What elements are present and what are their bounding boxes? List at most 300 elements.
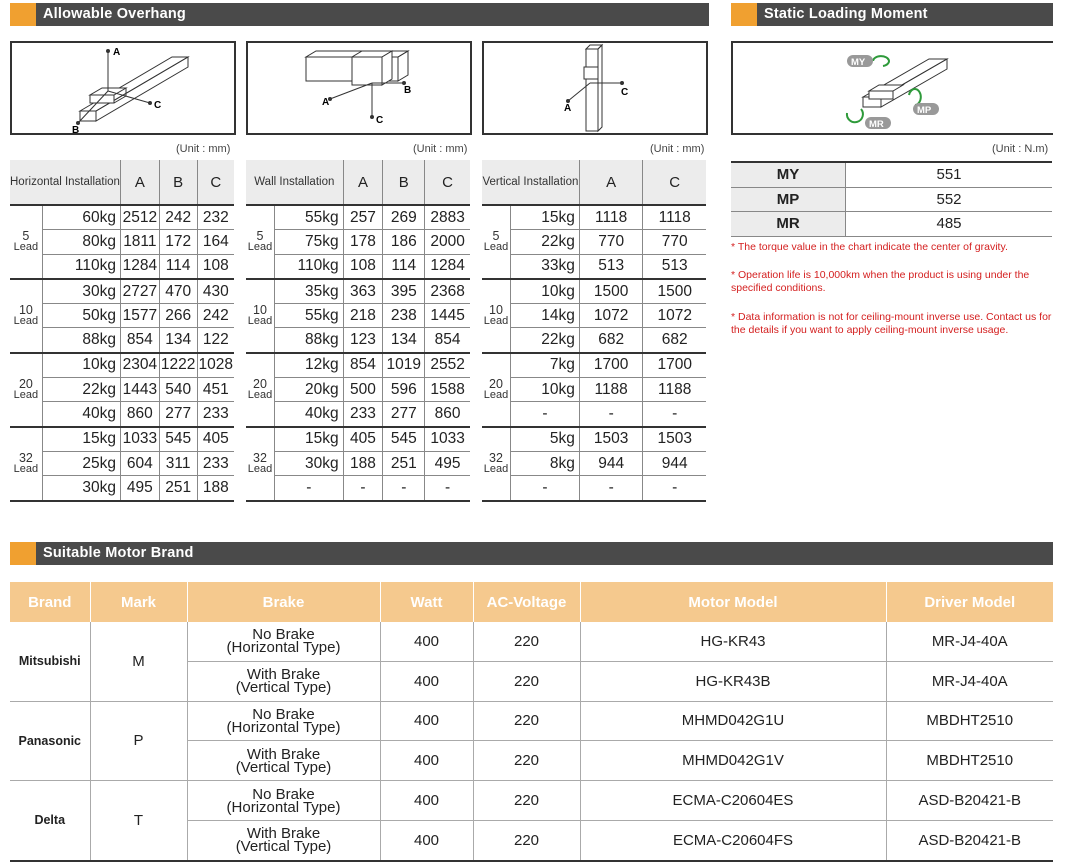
load-cell: 33kg [510,254,579,279]
watt-cell: 400 [380,781,473,821]
motor-cell: ECMA-C20604ES [580,781,886,821]
header-ac-voltage: AC-Voltage [473,582,580,622]
lead-label: Lead [247,388,273,401]
load-cell: 20kg [274,378,343,402]
value-cell: - [383,476,425,501]
load-cell: 8kg [510,451,579,475]
value-cell: 114 [383,254,425,279]
value-cell: 2304 [120,353,159,378]
brake-type: With Brake [246,666,321,684]
mark-cell: P [90,701,187,781]
overhang-row [246,230,470,254]
lead-value: 20 [18,376,33,391]
overhang-header-row [246,160,470,205]
unit-label-vertical: (Unit : mm) [650,143,705,155]
value-cell: 164 [197,230,234,254]
load-cell: 75kg [274,230,343,254]
volt-cell: 220 [473,622,580,661]
overhang-row [246,402,470,427]
load-cell: 10kg [42,353,120,378]
load-cell: 110kg [42,254,120,279]
label-b: B [404,85,412,96]
header-brand: Brand [10,582,90,622]
value-cell: 470 [159,279,197,304]
value-cell: 770 [643,230,706,254]
value-cell: 860 [425,402,470,427]
volt-cell: 220 [473,781,580,821]
motor-row [10,622,1053,661]
label-c: C [154,100,162,111]
watt-cell: 400 [380,820,473,860]
value-cell: 495 [120,476,159,501]
overhang-row [482,304,706,328]
horizontal-overhang-table [10,160,234,502]
load-cell: 30kg [42,476,120,501]
lead-cell [10,205,42,279]
overhang-row [482,378,706,402]
overhang-row [10,378,234,402]
load-cell: 15kg [274,427,343,452]
value-cell: 122 [197,328,234,353]
header-motor-model: Motor Model [580,582,886,622]
overhang-section-bar [10,3,709,26]
value-cell: 2000 [425,230,470,254]
value-cell: 1222 [159,353,197,378]
section-accent [10,542,36,565]
overhang-row [246,328,470,353]
overhang-row [246,476,470,501]
brake-cell [187,741,380,781]
overhang-header-row [10,160,234,205]
driver-cell: ASD-B20421-B [886,820,1053,860]
brake-cell [187,622,380,661]
value-cell: 257 [343,205,383,230]
value-cell: 1118 [643,205,706,230]
label-b: B [72,125,80,133]
lead-value: 32 [489,450,503,465]
load-cell: 25kg [42,451,120,475]
value-cell: 430 [197,279,234,304]
value-cell: 1443 [120,378,159,402]
brand-cell: Panasonic [10,701,90,781]
header-mark: Mark [90,582,187,622]
overhang-row [482,254,706,279]
value-cell: 233 [343,402,383,427]
overhang-row [246,205,470,230]
lead-label: Lead [13,462,39,475]
value-cell: 513 [579,254,643,279]
overhang-row [482,427,706,452]
column-header: C [425,160,470,205]
overhang-row [10,402,234,427]
lead-value: 5 [22,228,30,243]
lead-label: Lead [247,240,273,253]
label-a: A [322,97,330,108]
value-cell: 242 [159,205,197,230]
value-cell: 451 [197,378,234,402]
overhang-row [246,451,470,475]
static-section-title: Static Loading Moment [764,6,928,22]
load-cell: 88kg [274,328,343,353]
overhang-row [482,476,706,501]
motor-cell: HG-KR43B [580,661,886,701]
wall-diagram [246,41,472,135]
motor-brand-table [10,582,1053,862]
overhang-row [10,328,234,353]
overhang-row [246,304,470,328]
moment-row [731,187,1052,212]
value-cell: 218 [343,304,383,328]
load-cell: 30kg [274,451,343,475]
value-cell: 1700 [643,353,706,378]
load-cell: 110kg [274,254,343,279]
horizontal-diagram [10,41,236,135]
label-a: A [113,47,121,58]
unit-label-static: (Unit : N.m) [992,143,1049,155]
value-cell: 233 [197,451,234,475]
value-cell: 178 [343,230,383,254]
value-cell: 2883 [425,205,470,230]
header-brake: Brake [187,582,380,622]
load-cell: 40kg [274,402,343,427]
value-cell: 854 [343,353,383,378]
motor-cell: MHMD042G1V [580,741,886,781]
load-cell: 14kg [510,304,579,328]
value-cell: 114 [159,254,197,279]
overhang-row [482,230,706,254]
volt-cell: 220 [473,701,580,741]
overhang-row [246,279,470,304]
value-cell: 186 [383,230,425,254]
vertical-diagram [482,41,708,135]
value-cell: 1188 [643,378,706,402]
value-cell: 1028 [197,353,234,378]
brake-type: With Brake [246,825,321,843]
overhang-row [246,378,470,402]
moment-row [731,162,1052,187]
note-torque: * The torque value in the chart indicate the center of gravity. [731,241,1008,253]
load-cell: 10kg [510,378,579,402]
moment-value: 552 [846,187,1053,212]
wall-rail-drawing [248,43,470,133]
column-header: A [120,160,159,205]
static-moment-diagram [731,41,1053,135]
watt-cell: 400 [380,661,473,701]
driver-cell: MBDHT2510 [886,701,1053,741]
installation-header: Wall Installation [246,160,343,205]
load-cell: 22kg [510,230,579,254]
lead-cell [246,279,274,353]
value-cell: 1284 [120,254,159,279]
value-cell: 545 [159,427,197,452]
load-cell: 15kg [510,205,579,230]
lead-label: Lead [13,314,39,327]
load-cell: 55kg [274,304,343,328]
moment-key: MR [731,212,846,237]
column-header: C [643,160,706,205]
value-cell: 540 [159,378,197,402]
overhang-row [10,304,234,328]
vertical-overhang-table [482,160,706,502]
load-cell: 5kg [510,427,579,452]
brake-install: (Vertical Type) [235,838,332,856]
value-cell: 134 [159,328,197,353]
value-cell: 495 [425,451,470,475]
load-cell: 88kg [42,328,120,353]
column-header: B [159,160,197,205]
lead-cell [482,205,510,279]
brand-cell: Mitsubishi [10,622,90,701]
watt-cell: 400 [380,741,473,781]
overhang-row [482,402,706,427]
watt-cell: 400 [380,701,473,741]
moment-rail-drawing [733,43,1053,133]
moment-key: MY [731,162,846,187]
load-cell: 10kg [510,279,579,304]
value-cell: - [425,476,470,501]
overhang-row [246,427,470,452]
value-cell: 2552 [425,353,470,378]
value-cell: - [579,476,643,501]
value-cell: 188 [343,451,383,475]
lead-value: 10 [18,302,33,317]
value-cell: 1500 [579,279,643,304]
overhang-row [10,427,234,452]
value-cell: 269 [383,205,425,230]
load-cell: 60kg [42,205,120,230]
value-cell: 108 [343,254,383,279]
load-cell: 40kg [42,402,120,427]
value-cell: 1072 [643,304,706,328]
value-cell: - [643,402,706,427]
value-cell: 1500 [643,279,706,304]
watt-cell: 400 [380,622,473,661]
load-cell: 50kg [42,304,120,328]
value-cell: 1072 [579,304,643,328]
load-cell: 55kg [274,205,343,230]
value-cell: 1577 [120,304,159,328]
moment-value: 485 [846,212,1053,237]
brake-type: No Brake [252,785,315,803]
brake-cell [187,701,380,741]
brake-install: (Horizontal Type) [226,639,341,657]
volt-cell: 220 [473,661,580,701]
static-moment-table [731,161,1052,237]
value-cell: 395 [383,279,425,304]
lead-label: Lead [483,314,509,327]
value-cell: 1503 [579,427,643,452]
column-header: C [197,160,234,205]
lead-value: 10 [253,302,267,317]
value-cell: 238 [383,304,425,328]
label-c: C [621,87,629,98]
overhang-row [10,353,234,378]
overhang-row [10,254,234,279]
static-section-bar [731,3,1053,26]
column-header: A [343,160,383,205]
value-cell: 1188 [579,378,643,402]
load-cell: - [510,476,579,501]
brand-cell: Delta [10,781,90,861]
horizontal-rail-drawing [12,43,234,133]
value-cell: - [343,476,383,501]
overhang-row [10,476,234,501]
value-cell: 1588 [425,378,470,402]
motor-section-bar [10,542,1053,565]
lead-cell [246,353,274,427]
value-cell: 2512 [120,205,159,230]
load-cell: 30kg [42,279,120,304]
overhang-row [10,279,234,304]
lead-cell [482,427,510,501]
lead-value: 5 [256,228,264,243]
value-cell: 2727 [120,279,159,304]
lead-value: 32 [253,450,267,465]
value-cell: 405 [343,427,383,452]
value-cell: 405 [197,427,234,452]
value-cell: 232 [197,205,234,230]
value-cell: 363 [343,279,383,304]
brake-install: (Vertical Type) [235,758,332,776]
moment-value: 551 [846,162,1053,187]
header-driver-model: Driver Model [886,582,1053,622]
lead-value: 20 [253,376,267,391]
lead-cell [10,279,42,353]
value-cell: 134 [383,328,425,353]
value-cell: 682 [643,328,706,353]
section-accent [10,3,36,26]
lead-cell [246,205,274,279]
load-cell: - [510,402,579,427]
badge-mr: MR [869,119,884,130]
brake-install: (Vertical Type) [235,679,332,697]
load-cell: 12kg [274,353,343,378]
load-cell: 35kg [274,279,343,304]
motor-row [10,701,1053,741]
value-cell: 266 [159,304,197,328]
overhang-row [482,353,706,378]
unit-label-wall: (Unit : mm) [413,143,468,155]
lead-cell [482,279,510,353]
installation-header: Vertical Installation [482,160,579,205]
load-cell: 7kg [510,353,579,378]
value-cell: 854 [120,328,159,353]
section-accent [731,3,757,26]
load-cell: 80kg [42,230,120,254]
lead-label: Lead [13,388,39,401]
unit-label-horizontal: (Unit : mm) [176,143,231,155]
value-cell: 1033 [425,427,470,452]
driver-cell: MR-J4-40A [886,622,1053,661]
overhang-row [10,451,234,475]
lead-cell [482,353,510,427]
value-cell: 513 [643,254,706,279]
mark-cell: T [90,781,187,861]
motor-section-title: Suitable Motor Brand [43,545,194,561]
value-cell: 251 [383,451,425,475]
value-cell: 277 [383,402,425,427]
column-header: B [383,160,425,205]
value-cell: 860 [120,402,159,427]
note-ceiling-mount: * Data information is not for ceiling-mount inverse use. Contact us for the details if you want to apply ceiling-mount inverse usage. [731,311,1052,336]
value-cell: 1019 [383,353,425,378]
lead-label: Lead [13,240,39,253]
load-cell: - [274,476,343,501]
brake-install: (Horizontal Type) [226,798,341,816]
value-cell: 188 [197,476,234,501]
driver-cell: MR-J4-40A [886,661,1053,701]
load-cell: 22kg [42,378,120,402]
brake-cell [187,820,380,860]
value-cell: 277 [159,402,197,427]
driver-cell: ASD-B20421-B [886,781,1053,821]
overhang-row [10,205,234,230]
brake-type: No Brake [252,705,315,723]
lead-label: Lead [247,462,273,475]
mark-cell: M [90,622,187,701]
value-cell: 1700 [579,353,643,378]
value-cell: 1118 [579,205,643,230]
installation-header: Horizontal Installation [10,160,120,205]
value-cell: 770 [579,230,643,254]
value-cell: 1503 [643,427,706,452]
brake-type: No Brake [252,626,315,644]
lead-value: 5 [492,228,500,243]
lead-label: Lead [483,388,509,401]
value-cell: 545 [383,427,425,452]
value-cell: 2368 [425,279,470,304]
overhang-row [482,279,706,304]
motor-cell: MHMD042G1U [580,701,886,741]
lead-label: Lead [483,240,509,253]
motor-row [10,781,1053,821]
value-cell: - [579,402,643,427]
value-cell: 682 [579,328,643,353]
lead-cell [10,427,42,501]
lead-value: 32 [18,450,33,465]
value-cell: 251 [159,476,197,501]
brake-type: With Brake [246,745,321,763]
value-cell: 108 [197,254,234,279]
moment-key: MP [731,187,846,212]
value-cell: 242 [197,304,234,328]
driver-cell: MBDHT2510 [886,741,1053,781]
overhang-row [246,254,470,279]
overhang-row [482,205,706,230]
column-header: A [579,160,643,205]
note-operation-life: * Operation life is 10,000km when the product is using under the specified conditions. [731,269,1030,294]
overhang-section-title: Allowable Overhang [43,6,186,22]
label-a: A [564,103,572,114]
value-cell: - [643,476,706,501]
value-cell: 854 [425,328,470,353]
value-cell: 172 [159,230,197,254]
value-cell: 1811 [120,230,159,254]
value-cell: 1445 [425,304,470,328]
lead-value: 20 [489,376,503,391]
value-cell: 123 [343,328,383,353]
lead-label: Lead [247,314,273,327]
value-cell: 944 [643,451,706,475]
brake-install: (Horizontal Type) [226,718,341,736]
volt-cell: 220 [473,820,580,860]
lead-cell [10,353,42,427]
label-c: C [376,115,384,126]
lead-label: Lead [483,462,509,475]
overhang-row [482,328,706,353]
value-cell: 1033 [120,427,159,452]
value-cell: 233 [197,402,234,427]
